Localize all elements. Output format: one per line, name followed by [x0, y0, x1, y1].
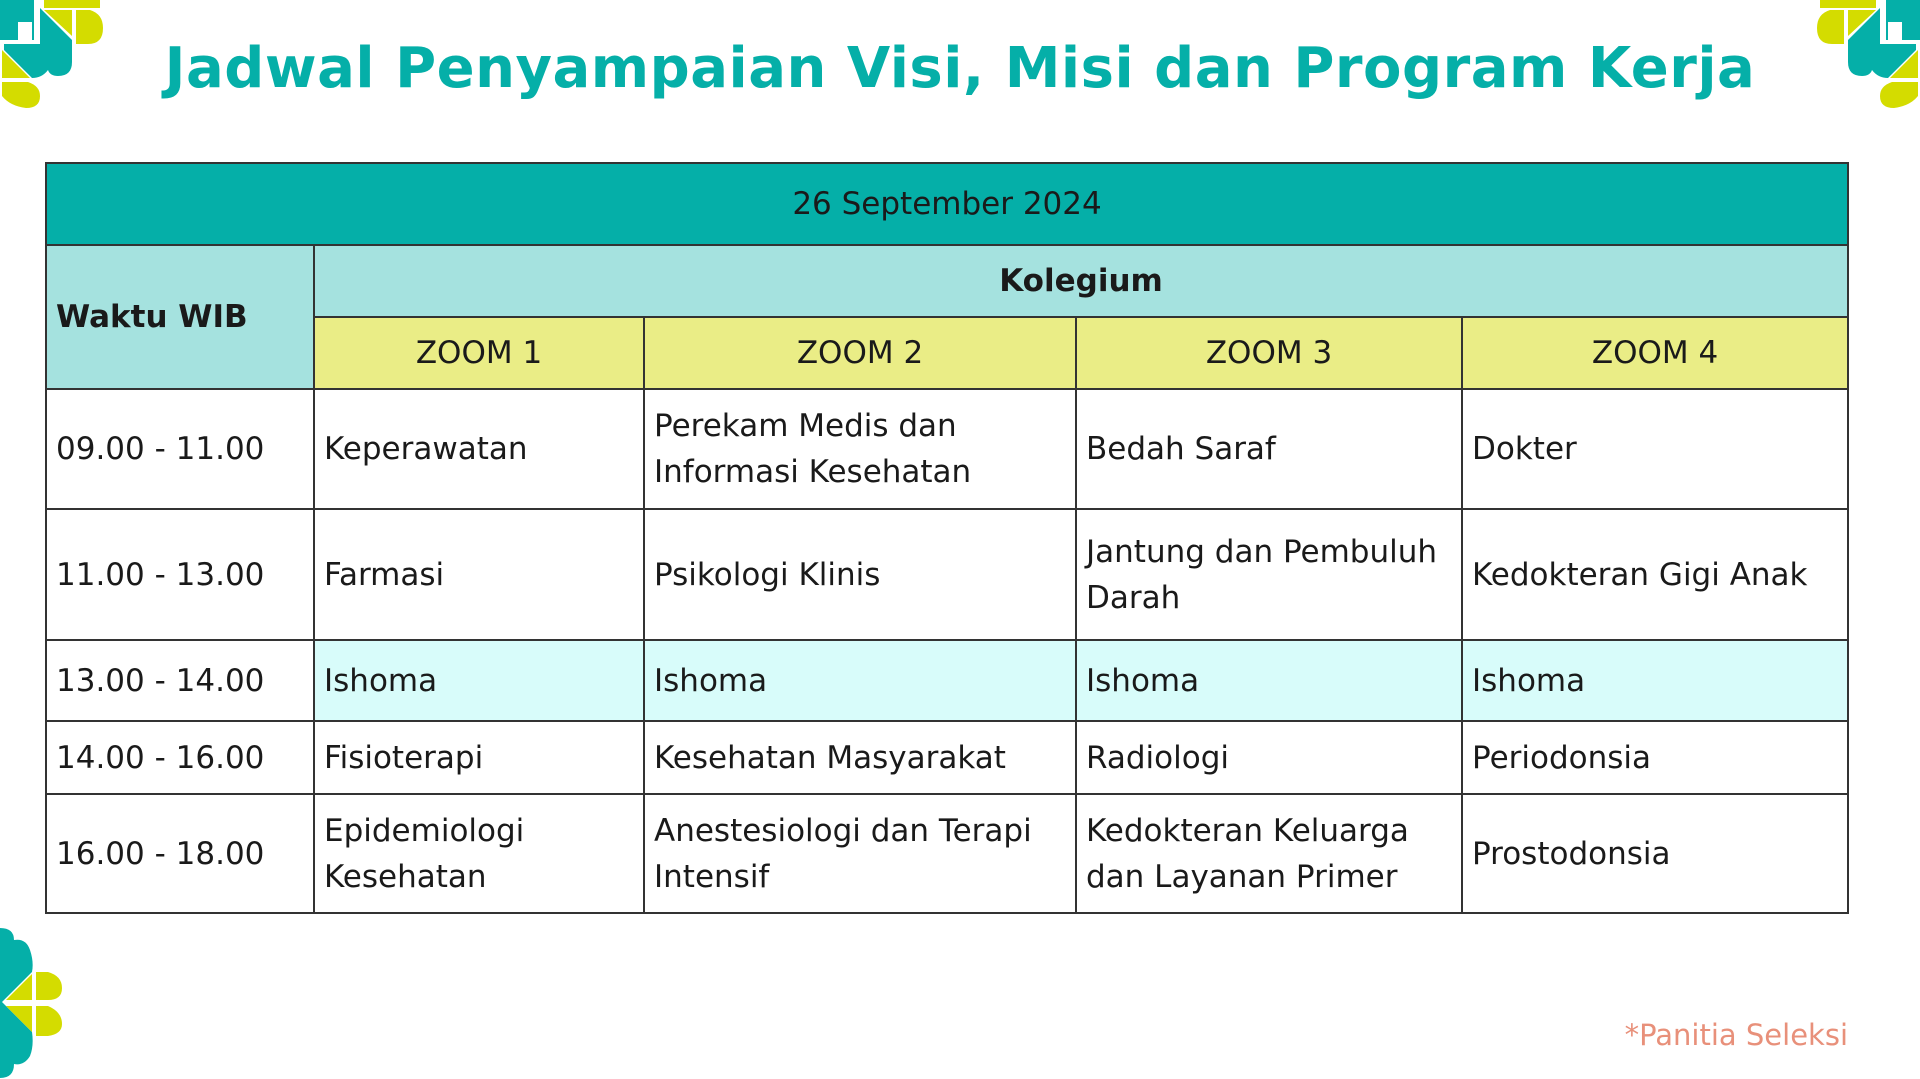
session-cell: Ishoma — [314, 640, 644, 721]
session-cell: Epidemiologi Kesehatan — [314, 794, 644, 913]
session-cell: Bedah Saraf — [1076, 389, 1462, 509]
session-cell: Ishoma — [644, 640, 1076, 721]
session-cell: Farmasi — [314, 509, 644, 640]
time-cell: 11.00 - 13.00 — [46, 509, 314, 640]
time-cell: 14.00 - 16.00 — [46, 721, 314, 794]
session-cell: Perekam Medis dan Informasi Kesehatan — [644, 389, 1076, 509]
session-cell: Keperawatan — [314, 389, 644, 509]
session-cell: Fisioterapi — [314, 721, 644, 794]
group-header-row — [46, 245, 1848, 317]
date-header-row — [46, 163, 1848, 245]
corner-logo-bottom-left-icon — [0, 928, 70, 1079]
table-row — [46, 509, 1848, 640]
session-cell: Periodonsia — [1462, 721, 1848, 794]
time-cell: 16.00 - 18.00 — [46, 794, 314, 913]
date-header: 26 September 2024 — [46, 163, 1848, 245]
kolegium-header: Kolegium — [314, 245, 1848, 317]
session-cell: Kesehatan Masyarakat — [644, 721, 1076, 794]
time-cell: 09.00 - 11.00 — [46, 389, 314, 509]
zoom-4-header: ZOOM 4 — [1462, 317, 1848, 389]
session-cell: Kedokteran Keluarga dan Layanan Primer — [1076, 794, 1462, 913]
session-cell: Anestesiologi dan Terapi Intensif — [644, 794, 1076, 913]
zoom-3-header: ZOOM 3 — [1076, 317, 1462, 389]
time-column-header: Waktu WIB — [46, 245, 314, 389]
session-cell: Ishoma — [1462, 640, 1848, 721]
session-cell: Jantung dan Pembuluh Darah — [1076, 509, 1462, 640]
page-title: Jadwal Penyampaian Visi, Misi dan Program Kerja — [164, 36, 1756, 101]
zoom-1-header: ZOOM 1 — [314, 317, 644, 389]
zoom-2-header: ZOOM 2 — [644, 317, 1076, 389]
session-cell: Radiologi — [1076, 721, 1462, 794]
table-row — [46, 794, 1848, 913]
zoom-header-row — [46, 317, 1848, 389]
session-cell: Ishoma — [1076, 640, 1462, 721]
table-row — [46, 389, 1848, 509]
session-cell: Psikologi Klinis — [644, 509, 1076, 640]
table-row-break — [46, 640, 1848, 721]
schedule-table — [45, 162, 1849, 914]
table-row — [46, 721, 1848, 794]
session-cell: Prostodonsia — [1462, 794, 1848, 913]
time-cell: 13.00 - 14.00 — [46, 640, 314, 721]
footer-note: *Panitia Seleksi — [1624, 1018, 1848, 1052]
session-cell: Kedokteran Gigi Anak — [1462, 509, 1848, 640]
session-cell: Dokter — [1462, 389, 1848, 509]
